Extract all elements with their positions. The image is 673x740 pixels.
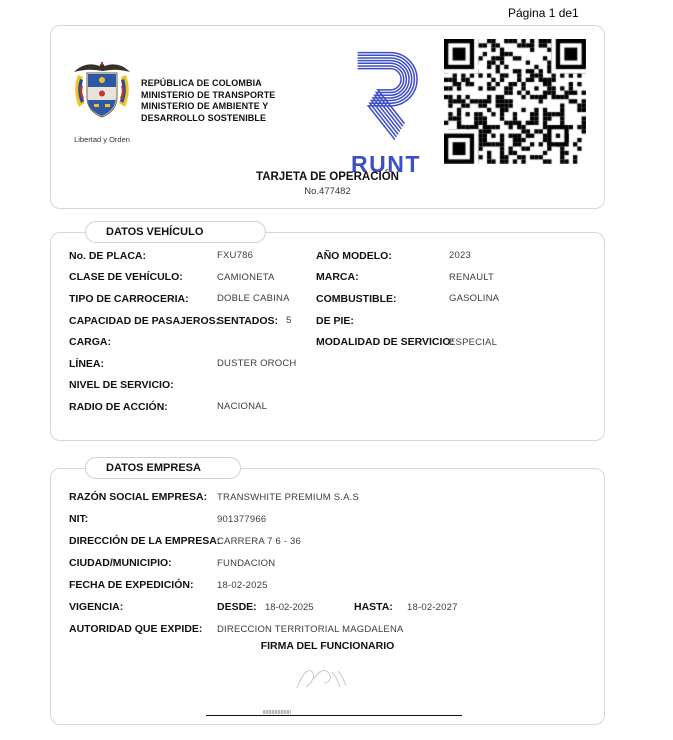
field-label: NIT:: [69, 513, 89, 525]
signature-line: [206, 715, 462, 716]
vehicle-data-box: [50, 226, 605, 441]
field-value: 18-02-2025: [217, 579, 268, 591]
field-label: FECHA DE EXPEDICIÓN:: [69, 579, 194, 591]
runt-wordmark: RUNT: [351, 151, 421, 177]
field-label: LÍNEA:: [69, 357, 104, 370]
document-number: No.477482: [304, 186, 351, 197]
field-label: CAPACIDAD DE PASAJEROS:: [69, 314, 220, 327]
header-box: [50, 25, 605, 209]
field-row: [69, 353, 296, 375]
field-row: [69, 267, 296, 289]
field-value: DOBLE CABINA: [217, 293, 290, 305]
field-row: [69, 508, 458, 530]
firma-label: FIRMA DEL FUNCIONARIO: [260, 640, 395, 652]
runt-logo-mark: [348, 42, 424, 144]
field-label: CARGA:: [69, 336, 111, 349]
field-value: CAMIONETA: [217, 271, 275, 283]
hasta-label: HASTA:: [354, 601, 393, 613]
fine-print-smudge: [263, 710, 291, 714]
field-label: RADIO DE ACCIÓN:: [69, 400, 168, 413]
field-label: TIPO DE CARROCERIA:: [69, 292, 189, 305]
field-row-vigencia: [69, 596, 458, 618]
field-label: No. DE PLACA:: [69, 249, 146, 262]
field-row: [316, 288, 499, 310]
field-value: FUNDACION: [217, 557, 276, 569]
field-label: NIVEL DE SERVICIO:: [69, 379, 174, 392]
field-label: DE PIE:: [316, 314, 354, 327]
field-value: FXU786: [217, 250, 254, 262]
company-data-box: [50, 462, 605, 725]
field-value: NACIONAL: [217, 401, 268, 413]
ministry-line: MINISTERIO DE AMBIENTE Y: [141, 101, 269, 111]
runt-logo: [338, 42, 434, 178]
section-title-company: DATOS EMPRESA: [85, 457, 241, 479]
field-row: [69, 618, 458, 640]
field-value: 5: [286, 315, 292, 327]
field-row: [69, 486, 458, 508]
field-value: GASOLINA: [449, 293, 500, 305]
company-rows: [69, 486, 458, 640]
vehicle-right-column: [316, 245, 499, 353]
field-row: [69, 530, 458, 552]
field-value: DIRECCION TERRITORIAL MAGDALENA: [217, 623, 404, 635]
field-value: CARRERA 7 6 - 36: [217, 535, 301, 547]
field-label: AÑO MODELO:: [316, 249, 392, 262]
desde-value: 18-02-2025: [265, 601, 314, 613]
section-title-vehicle: DATOS VEHÍCULO: [85, 221, 266, 243]
field-label: CIUDAD/MUNICIPIO:: [69, 557, 172, 569]
field-row: [69, 552, 458, 574]
colombia-coat-of-arms: [68, 59, 136, 144]
field-row: [69, 331, 296, 353]
field-label: MARCA:: [316, 271, 359, 284]
field-value: TRANSWHITE PREMIUM S.A.S: [217, 491, 360, 503]
coat-of-arms-motto: Libertad y Orden: [74, 135, 130, 144]
ministry-line: MINISTERIO DE TRANSPORTE: [141, 89, 276, 100]
field-row: [69, 288, 296, 310]
field-row: [69, 574, 458, 596]
field-row: [316, 331, 499, 353]
field-value: RENAULT: [449, 271, 495, 283]
field-sublabel: SENTADOS:: [217, 314, 279, 327]
field-row: [69, 245, 296, 267]
ministry-text: [141, 78, 275, 124]
ministry-line: REPÚBLICA DE COLOMBIA: [141, 78, 262, 88]
field-value: DUSTER OROCH: [217, 358, 297, 370]
field-label: DIRECCIÓN DE LA EMPRESA:: [69, 535, 221, 547]
field-row: [316, 245, 499, 267]
qr-code: [444, 39, 586, 164]
ministry-line: DESARROLLO SOSTENIBLE: [141, 112, 267, 123]
hasta-value: 18-02-2027: [407, 601, 458, 613]
field-value: ESPECIAL: [449, 336, 498, 348]
field-label: AUTORIDAD QUE EXPIDE:: [69, 623, 203, 635]
field-value: 901377966: [217, 513, 267, 525]
field-row: [316, 267, 499, 289]
field-row: [69, 375, 296, 397]
desde-label: DESDE:: [217, 601, 257, 613]
field-row: [69, 310, 296, 332]
field-row: [69, 396, 296, 418]
page-indicator: Página 1 de1: [508, 6, 579, 20]
field-label: COMBUSTIBLE:: [316, 292, 397, 305]
signature-scribble-icon: [294, 662, 352, 694]
field-label: VIGENCIA:: [69, 601, 124, 613]
vehicle-left-column: [69, 245, 296, 418]
field-row: [316, 310, 499, 332]
field-value: 2023: [449, 250, 471, 262]
field-label: CLASE DE VEHÍCULO:: [69, 271, 183, 284]
coat-of-arms-icon: [70, 59, 134, 129]
field-label: MODALIDAD DE SERVICIO:: [316, 336, 455, 349]
document-title: TARJETA DE OPERACIÓN: [256, 171, 399, 183]
field-label: RAZÓN SOCIAL EMPRESA:: [69, 491, 208, 503]
